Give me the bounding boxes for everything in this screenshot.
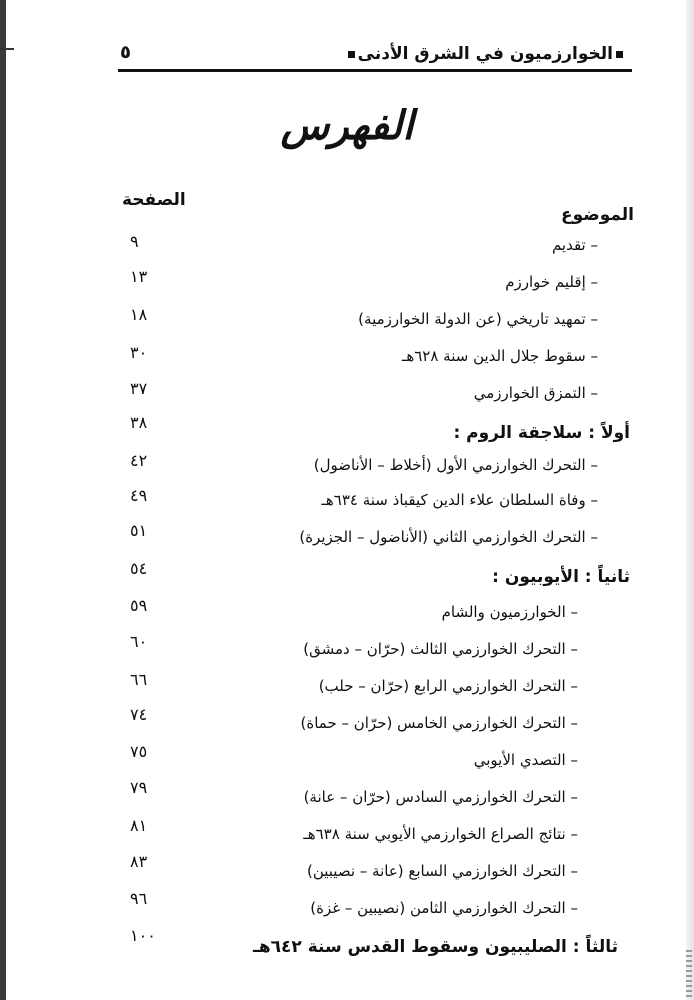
toc-entry-page: ٣٨ [130,413,148,432]
toc-entry-page: ٩ [130,232,139,251]
square-bullet-icon [616,51,623,58]
toc-entry-topic: – التحرك الخوارزمي الثالث (حرّان – دمشق) [303,640,578,658]
toc-entry-page: ٨٣ [130,852,148,871]
toc-entry-topic: – تمهيد تاريخي (عن الدولة الخوارزمية) [358,310,598,328]
toc-entry-topic: – التحرك الخوارزمي الرابع (حرّان – حلب) [318,677,578,695]
book-title: الخوارزميون في الشرق الأدنى [357,44,613,64]
toc-entry-page: ٦٠ [130,632,148,651]
toc-entry-page: ٤٢ [130,451,148,470]
toc-entry-topic: – التصدي الأيوبي [473,751,578,769]
page-number: ٥ [120,42,131,63]
running-header-title [345,44,626,64]
toc-entry-topic: – الخوارزميون والشام [441,603,578,621]
toc-entry-page: ٥٤ [130,559,148,578]
topic-column-header: الموضوع [561,205,634,225]
toc-entry-page: ١٣ [130,267,148,286]
toc-entry-topic: – وفاة السلطان علاء الدين كيقباذ سنة ٦٣٤هـ [321,491,598,509]
toc-entry-topic: ثالثاً : الصليبيون وسقوط القدس سنة ٦٤٢هـ [253,937,618,957]
toc-entry-topic: – التحرك الخوارزمي السادس (حرّان – عانة) [303,788,578,806]
toc-title: الفهرس [280,102,414,149]
toc-entry-topic: – التمزق الخوارزمي [473,384,598,402]
toc-entry-page: ٧٩ [130,778,148,797]
toc-entry-topic: – إقليم خوارزم [505,273,598,291]
toc-entry-page: ٦٦ [130,670,148,689]
page-right-edge [686,0,694,1000]
toc-entry-page: ٤٩ [130,486,148,505]
toc-entry-page: ٥٩ [130,596,148,615]
toc-entry-topic: – التحرك الخوارزمي الثامن (نصيبين – غزة) [310,899,578,917]
toc-entry-topic: أولاً : سلاجقة الروم : [453,423,630,443]
toc-entry-topic: – التحرك الخوارزمي الأول (أخلاط – الأناضول) [313,456,598,474]
running-header [118,38,632,68]
page-left-edge [0,0,6,1000]
header-rule [118,69,632,72]
toc-entry-page: ٩٦ [130,889,148,908]
square-bullet-icon [348,51,355,58]
toc-entry-page: ٧٤ [130,705,148,724]
page-edge-marks [686,950,692,1000]
page-column-header: الصفحة [122,190,186,210]
toc-entry-page: ٧٥ [130,742,148,761]
toc-entry-page: ٣٠ [130,343,148,362]
toc-entry-topic: – نتائج الصراع الخوارزمي الأيوبي سنة ٦٣٨هـ [303,825,578,843]
toc-entry-page: ٣٧ [130,379,148,398]
toc-entry-topic: ثانياً : الأيوبيون : [492,567,630,587]
toc-entry-page: ١٨ [130,305,148,324]
toc-entry-page: ٥١ [130,521,148,540]
toc-entry-topic: – تقديم [551,236,598,254]
margin-tick [0,48,14,50]
toc-entry-page: ٨١ [130,816,148,835]
toc-entry-topic: – سقوط جلال الدين سنة ٦٢٨هـ [401,347,598,365]
toc-entry-page: ١٠٠ [130,926,156,945]
toc-entry-topic: – التحرك الخوارزمي السابع (عانة – نصيبين) [306,862,578,880]
toc-entry-topic: – التحرك الخوارزمي الخامس (حرّان – حماة) [300,714,578,732]
toc-entry-topic: – التحرك الخوارزمي الثاني (الأناضول – الجزيرة) [299,528,598,546]
